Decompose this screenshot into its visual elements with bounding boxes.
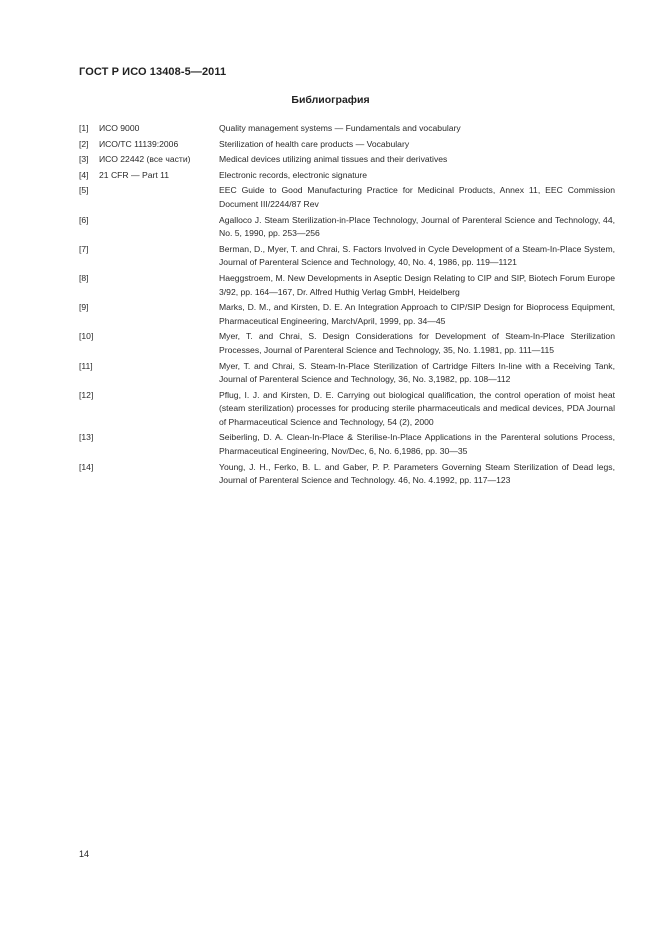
entry-text: Medical devices utilizing animal tissues and their derivatives <box>219 154 448 165</box>
entry-text: Berman, D., Myer, T. and Chrai, S. Factors Involved in Cycle Development of a Steam-In-Place System, Journal of Parenteral Science and Technology, 40, No. 4, 1986, pp. 119—1121 <box>219 243 615 268</box>
entry-text: Electronic records, electronic signature <box>219 169 368 180</box>
entry-reference: ИСО/ТС 11139:2006 <box>99 138 179 149</box>
entry-number: [7] <box>79 243 89 254</box>
entry-text: Agalloco J. Steam Sterilization-in-Place Technology, Journal of Parenteral Science and Technology, 44, No. 5, 1990, pp. 253—256 <box>219 214 615 239</box>
entry-text: Seiberling, D. A. Clean-In-Place & Sterilise-In-Place Applications in the Parenteral solutions Process, Pharmaceutical Engineering, Nov/Dec, 6, No. 6,1986, pp. 30—35 <box>219 432 615 457</box>
entry-number: [4] <box>79 169 89 180</box>
bibliography-entry <box>79 431 615 458</box>
bibliography-entry <box>79 138 615 152</box>
entry-number: [1] <box>79 123 89 133</box>
entry-number: [14] <box>79 461 94 472</box>
bibliography-entry <box>79 184 615 211</box>
entry-text: Sterilization of health care products — Vocabulary <box>219 138 410 149</box>
entry-number: [13] <box>79 432 94 443</box>
bibliography-entry <box>79 243 615 270</box>
document-code-header: ГОСТ Р ИСО 13408-5—2011 <box>79 66 227 78</box>
bibliography-entry <box>79 389 615 430</box>
entry-number: [2] <box>79 138 89 149</box>
page-number: 14 <box>79 849 90 859</box>
bibliography-entry <box>79 272 615 299</box>
entry-text: Myer, T. and Chrai, S. Design Considerations for Development of Steam-In-Place Sterilization Processes, Journal of Parenteral Science and Technology, 35, No. 1.1981, pp. 111—115 <box>219 331 615 355</box>
entry-text: Quality management systems — Fundamentals and vocabulary <box>219 123 461 133</box>
entry-number: [8] <box>79 272 89 283</box>
entry-number: [6] <box>79 214 89 225</box>
entry-reference: 21 CFR — Part 11 <box>99 169 170 180</box>
bibliography-entry <box>79 330 615 357</box>
entry-text: Pflug, I. J. and Kirsten, D. E. Carrying out biological qualification, the control operation of moist heat (steam sterilization) processes for producing sterile pharmaceuticals and medical devices, PDA Journal of Pharmaceutical Science and Technology, 54 (2), 2000 <box>219 389 615 427</box>
entry-reference: ИСО 9000 <box>99 123 140 133</box>
entry-number: [10] <box>79 331 94 342</box>
entry-text: EEC Guide to Good Manufacturing Practice for Medicinal Products, Annex 11, EEC Commission Document III/2244/87 Rev <box>219 185 615 209</box>
entry-text: Young, J. H., Ferko, B. L. and Gaber, P. P. Parameters Governing Steam Sterilization of Dead legs, Journal of Parenteral Science and Technology. 46, No. 4.1992, pp. 117—123 <box>219 461 615 486</box>
bibliography-entry <box>79 301 615 328</box>
entry-number: [12] <box>79 389 94 400</box>
bibliography-entry <box>79 214 615 241</box>
bibliography-entry <box>79 461 615 488</box>
bibliography-entry <box>79 153 615 167</box>
entry-text: Marks, D. M., and Kirsten, D. E. An Integration Approach to CIP/SIP Design for Bioprocess Equipment, Pharmaceutical Engineering, March/April, 1999, pp. 34—45 <box>219 302 615 326</box>
entry-text: Myer, T. and Chrai, S. Steam-In-Place Sterilization of Cartridge Filters In-line with a Receiving Tank, Journal of Parenteral Science and Technology, 36, No. 3,1982, pp. 108—112 <box>219 360 615 385</box>
entry-number: [5] <box>79 185 89 196</box>
entry-number: [11] <box>79 360 93 371</box>
bibliography-title: Библиография <box>291 94 370 106</box>
entry-text: Haeggstroem, M. New Developments in Aseptic Design Relating to CIP and SIP, Biotech Forum Europe 3/92, pp. 164—167, Dr. Alfred Huthig Verlag GmbH, Heidelberg <box>219 272 615 297</box>
bibliography-list <box>79 122 615 490</box>
bibliography-entry <box>79 360 615 387</box>
entry-reference: ИСО 22442 (все части) <box>99 154 191 165</box>
entry-number: [9] <box>79 302 89 313</box>
entry-number: [3] <box>79 154 89 165</box>
bibliography-entry <box>79 122 615 136</box>
bibliography-entry <box>79 169 615 183</box>
